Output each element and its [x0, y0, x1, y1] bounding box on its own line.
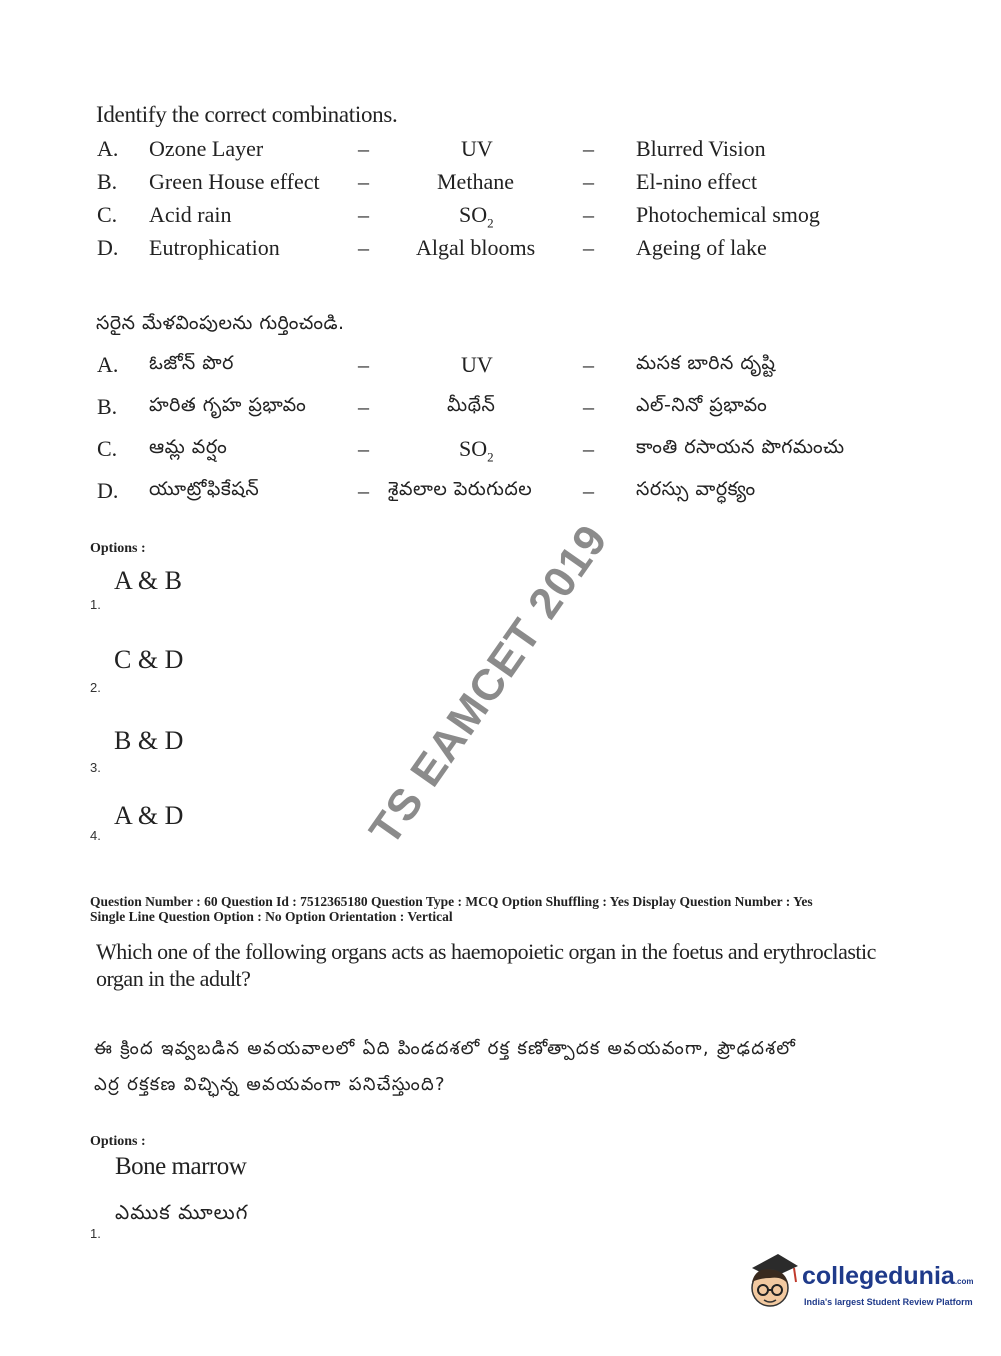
- row-letter: A.: [97, 352, 119, 377]
- formula-text: SO: [459, 202, 488, 227]
- row-letter: D.: [97, 478, 119, 503]
- row-letter: D.: [97, 235, 119, 260]
- option-text[interactable]: A & D: [114, 801, 184, 830]
- row-col1: Eutrophication: [149, 235, 280, 260]
- row-col2: [459, 436, 494, 465]
- table-row: [0, 478, 1001, 508]
- option-number: 2.: [90, 680, 101, 695]
- table-row: [0, 235, 1001, 265]
- row-col2: UV: [461, 352, 493, 377]
- row-col1: యూట్రోఫికేషన్: [149, 478, 260, 500]
- row-col2: [459, 202, 494, 231]
- row-dash: –: [583, 436, 594, 461]
- options-label: Options :: [90, 541, 146, 556]
- row-col2: శైవలాల పెరుగుదల: [388, 478, 533, 500]
- options-label: Options :: [90, 1134, 146, 1149]
- row-col1: Acid rain: [149, 202, 232, 227]
- question-meta-line1: Question Number : 60 Question Id : 7512365180 Question Type : MCQ Option Shuffling : Yes Display Question Number : Yes: [90, 894, 813, 909]
- table-row: [0, 436, 1001, 466]
- table-row: [0, 394, 1001, 424]
- option-text[interactable]: B & D: [114, 726, 184, 755]
- row-col2: UV: [461, 136, 493, 161]
- question-text-en: Identify the correct combinations.: [96, 102, 398, 127]
- question-text-te-line2: ఎర్ర రక్తకణ విచ్ఛిన్న అవయవంగా పనిచేస్తుంది?: [94, 1074, 446, 1095]
- row-dash: –: [358, 169, 369, 194]
- collegedunia-logo: [742, 1248, 972, 1318]
- row-letter: B.: [97, 394, 118, 419]
- row-letter: C.: [97, 436, 118, 461]
- logo-name-text: collegedunia: [802, 1262, 955, 1290]
- row-dash: –: [583, 394, 594, 419]
- row-letter: B.: [97, 169, 118, 194]
- row-letter: C.: [97, 202, 118, 227]
- table-row: [0, 136, 1001, 166]
- row-dash: –: [358, 352, 369, 377]
- row-col1: Ozone Layer: [149, 136, 264, 161]
- row-col2: Algal blooms: [416, 235, 536, 260]
- option-text[interactable]: A & B: [114, 566, 182, 595]
- row-col3: El-nino effect: [636, 169, 758, 194]
- logo-name: [802, 1262, 973, 1291]
- row-col1: ఆమ్ల వర్షం: [149, 436, 228, 458]
- row-dash: –: [583, 235, 594, 260]
- row-dash: –: [583, 352, 594, 377]
- row-dash: –: [358, 436, 369, 461]
- option-number: 3.: [90, 760, 101, 775]
- option-text[interactable]: C & D: [114, 645, 184, 674]
- row-col2: మీథేన్: [447, 394, 496, 416]
- row-dash: –: [358, 478, 369, 503]
- option-number: 4.: [90, 828, 101, 843]
- row-col3: కాంతి రసాయన పొగమంచు: [636, 436, 845, 458]
- row-dash: –: [583, 202, 594, 227]
- row-col3: మసక బారిన దృష్టి: [636, 352, 776, 374]
- row-col3: Blurred Vision: [636, 136, 766, 161]
- row-col1: Green House effect: [149, 169, 320, 194]
- table-row: [0, 202, 1001, 232]
- row-col2: Methane: [437, 169, 514, 194]
- row-dash: –: [358, 136, 369, 161]
- row-dash: –: [358, 235, 369, 260]
- row-dash: –: [583, 169, 594, 194]
- row-col3: Ageing of lake: [636, 235, 767, 260]
- formula-subscript: 2: [487, 449, 494, 465]
- row-dash: –: [358, 394, 369, 419]
- row-dash: –: [583, 478, 594, 503]
- table-row: [0, 352, 1001, 382]
- row-dash: –: [583, 136, 594, 161]
- question-text-en-line2: organ in the adult?: [96, 966, 251, 991]
- option-text-en[interactable]: Bone marrow: [115, 1153, 247, 1180]
- question-text-te: సరైన మేళవింపులను గుర్తించండి.: [96, 312, 345, 334]
- table-row: [0, 169, 1001, 199]
- question-text-en-line1: Which one of the following organs acts as haemopoietic organ in the foetus and erythroclastic: [96, 939, 876, 964]
- option-text-te[interactable]: ఎముక మూలుగ: [115, 1200, 249, 1224]
- row-letter: A.: [97, 136, 119, 161]
- question-text-te-line1: ఈ క్రింద ఇవ్వబడిన అవయవాలలో ఏది పిండదశలో రక్త కణోత్పాదక అవయవంగా, ప్రౌఢదశలో: [94, 1038, 797, 1059]
- logo-tagline: India's largest Student Review Platform: [804, 1297, 973, 1307]
- row-col3: ఎల్-నినో ప్రభావం: [636, 394, 768, 416]
- row-col3: Photochemical smog: [636, 202, 820, 227]
- logo-suffix: .com: [954, 1277, 974, 1286]
- option-number: 1.: [90, 597, 101, 612]
- mascot-icon: [742, 1248, 800, 1314]
- watermark: TS EAMCET 2019: [360, 515, 618, 854]
- row-col1: ఓజోన్ పొర: [149, 352, 234, 374]
- row-dash: –: [358, 202, 369, 227]
- option-number: 1.: [90, 1226, 101, 1241]
- formula-text: SO: [459, 436, 488, 461]
- row-col1: హరిత గృహ ప్రభావం: [149, 394, 307, 416]
- row-col3: సరస్సు వార్ధక్యం: [636, 478, 756, 500]
- formula-subscript: 2: [487, 215, 494, 231]
- question-meta-line2: Single Line Question Option : No Option Orientation : Vertical: [90, 909, 453, 924]
